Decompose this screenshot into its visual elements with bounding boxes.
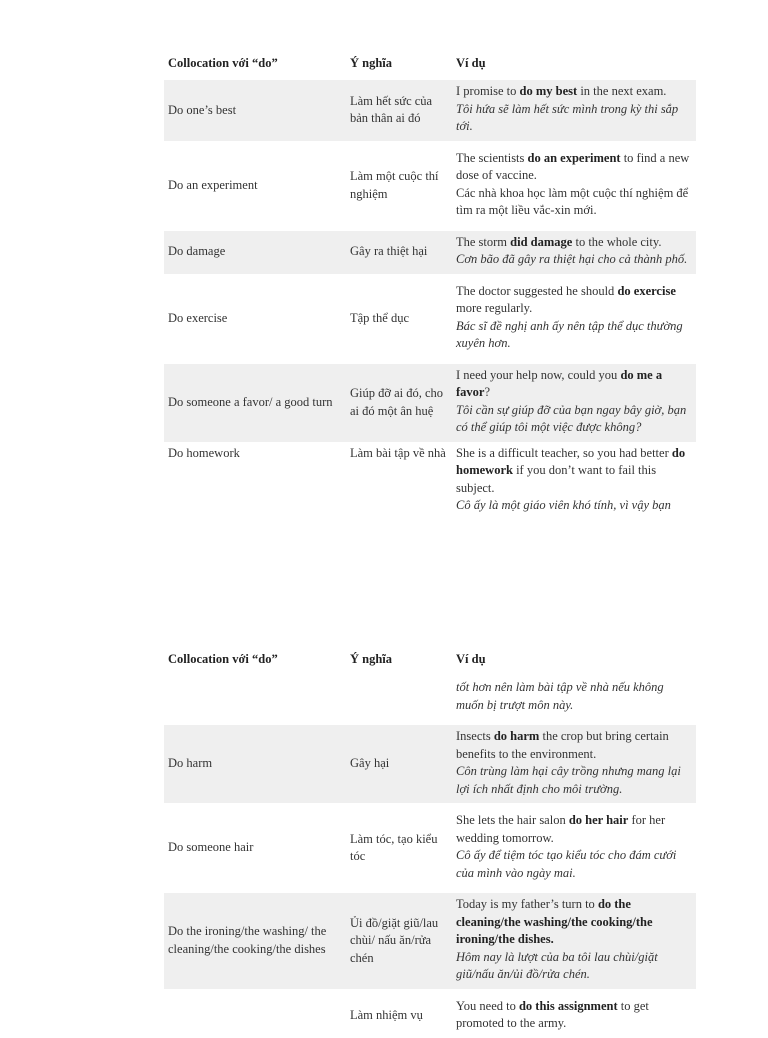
highlighted-phrase: do an experiment <box>527 150 621 165</box>
collocation-term: Do an experiment <box>164 144 346 228</box>
highlighted-phrase: do the cleaning/the washing/the cooking/the ironing/the dishes. <box>456 897 653 946</box>
highlighted-phrase: do homework <box>456 445 686 477</box>
example-english: She is a difficult teacher, so you had better do homework if you don’t want to fail this subject. <box>456 445 686 495</box>
example-english: The scientists do an experiment to find a new dose of vaccine. <box>456 150 690 182</box>
collocation-term: Do one’s best <box>164 80 346 144</box>
example-english: The storm did damage to the whole city. <box>456 234 662 249</box>
header-example: Ví dụ <box>456 651 486 666</box>
highlighted-phrase: did damage <box>510 234 573 249</box>
highlighted-phrase: do her hair <box>568 813 629 827</box>
highlighted-phrase: do my best <box>519 84 578 98</box>
example-cell <box>452 722 696 806</box>
example-english: I need your help now, could you do me a favor? <box>456 367 663 399</box>
example-vietnamese: Tôi hứa sẽ làm hết sức mình trong kỳ thi sắp tới. <box>456 101 679 133</box>
example-vietnamese: Cô ấy để tiệm tóc tạo kiểu tóc cho đám cưới của mình vào ngày mai. <box>456 848 677 880</box>
example-cell <box>452 890 696 992</box>
header-meaning: Ý nghĩa <box>350 651 393 666</box>
collocation-table-2 <box>164 644 696 1038</box>
header-collocation: Collocation với “do” <box>168 55 278 70</box>
highlighted-phrase: do this assignment <box>518 998 618 1013</box>
example-cell <box>452 228 696 277</box>
collocation-term: Do harm <box>164 722 346 806</box>
table-header-row <box>164 48 696 80</box>
collocation-meaning: Ủi đồ/giặt giũ/lau chùi/ nấu ăn/rửa chén <box>346 890 452 992</box>
collocation-meaning: Gây hại <box>346 722 452 806</box>
header-example: Ví dụ <box>456 55 486 70</box>
example-cell <box>452 992 696 1038</box>
table-row <box>164 806 696 890</box>
collocation-meaning: Làm nhiệm vụ <box>346 992 452 1038</box>
example-vietnamese-continued: tốt hơn nên làm bài tập về nhà nếu không muốn bị trượt môn này. <box>456 680 664 712</box>
collocation-term: Do damage <box>164 228 346 277</box>
table-header-row <box>164 644 696 676</box>
example-english: You need to do this assignment to get promoted to the army. <box>456 998 649 1030</box>
header-collocation: Collocation với “do” <box>168 651 278 666</box>
collocation-table <box>164 48 696 520</box>
collocation-meaning: Làm một cuộc thí nghiệm <box>346 144 452 228</box>
highlighted-phrase: do harm <box>493 729 540 743</box>
example-vietnamese: Tôi cần sự giúp đỡ của bạn ngay bây giờ, bạn có thể giúp tôi một việc được không? <box>456 402 687 434</box>
example-english: She lets the hair salon do her hair for her wedding tomorrow. <box>456 813 666 845</box>
collocation-term: Do exercise <box>164 277 346 361</box>
example-vietnamese: Hôm nay là lượt của ba tôi lau chùi/giặt giũ/nấu ăn/ủi đồ/rửa chén. <box>456 949 658 981</box>
example-cell <box>452 806 696 890</box>
example-vietnamese: Bác sĩ đề nghị anh ấy nên tập thể dục thường xuyên hơn. <box>456 318 683 350</box>
header-meaning: Ý nghĩa <box>350 55 393 70</box>
example-english: Today is my father’s turn to do the cleaning/the washing/the cooking/the ironing/the dishes. <box>456 897 653 946</box>
example-cell <box>452 361 696 442</box>
example-vietnamese: Các nhà khoa học làm một cuộc thí nghiệm để tìm ra một liều vắc-xin mới. <box>456 185 689 217</box>
example-english: Insects do harm the crop but bring certain benefits to the environment. <box>456 729 669 761</box>
table-row <box>164 676 696 722</box>
table-row <box>164 992 696 1038</box>
table-row <box>164 277 696 361</box>
collocation-term: Do someone a favor/ a good turn <box>164 361 346 442</box>
collocation-term: Do the ironing/the washing/ the cleaning/the cooking/the dishes <box>164 890 346 992</box>
table-row <box>164 442 696 520</box>
example-english: I promise to do my best in the next exam. <box>456 84 667 98</box>
example-cell <box>452 80 696 144</box>
collocation-term <box>164 992 346 1038</box>
example-vietnamese: Cô ấy là một giáo viên khó tính, vì vậy bạn <box>456 498 671 512</box>
table-row <box>164 144 696 228</box>
example-vietnamese: Côn trùng làm hại cây trồng nhưng mang lại lợi ích nhất định cho môi trường. <box>456 764 681 796</box>
example-vietnamese: Cơn bão đã gây ra thiệt hại cho cả thành phố. <box>456 252 688 266</box>
collocation-table-1 <box>164 48 696 520</box>
example-cell <box>452 144 696 228</box>
collocation-meaning: Gây ra thiệt hại <box>346 228 452 277</box>
example-cell <box>452 676 696 722</box>
table-row <box>164 228 696 277</box>
collocation-table <box>164 644 696 1038</box>
table-row <box>164 80 696 144</box>
highlighted-phrase: do exercise <box>617 283 676 298</box>
highlighted-phrase: do me a favor <box>456 367 663 399</box>
example-cell <box>452 442 696 520</box>
collocation-term: Do homework <box>168 445 240 460</box>
collocation-meaning: Làm hết sức của bản thân ai đó <box>346 80 452 144</box>
table-row <box>164 361 696 442</box>
table-row <box>164 890 696 992</box>
collocation-meaning: Giúp đỡ ai đó, cho ai đó một ân huệ <box>346 361 452 442</box>
collocation-meaning: Tập thể dục <box>346 277 452 361</box>
collocation-meaning: Làm bài tập về nhà <box>350 445 446 460</box>
example-cell <box>452 277 696 361</box>
collocation-meaning: Làm tóc, tạo kiểu tóc <box>346 806 452 890</box>
collocation-term: Do someone hair <box>164 806 346 890</box>
example-english: The doctor suggested he should do exercise more regularly. <box>456 283 676 315</box>
table-row <box>164 722 696 806</box>
